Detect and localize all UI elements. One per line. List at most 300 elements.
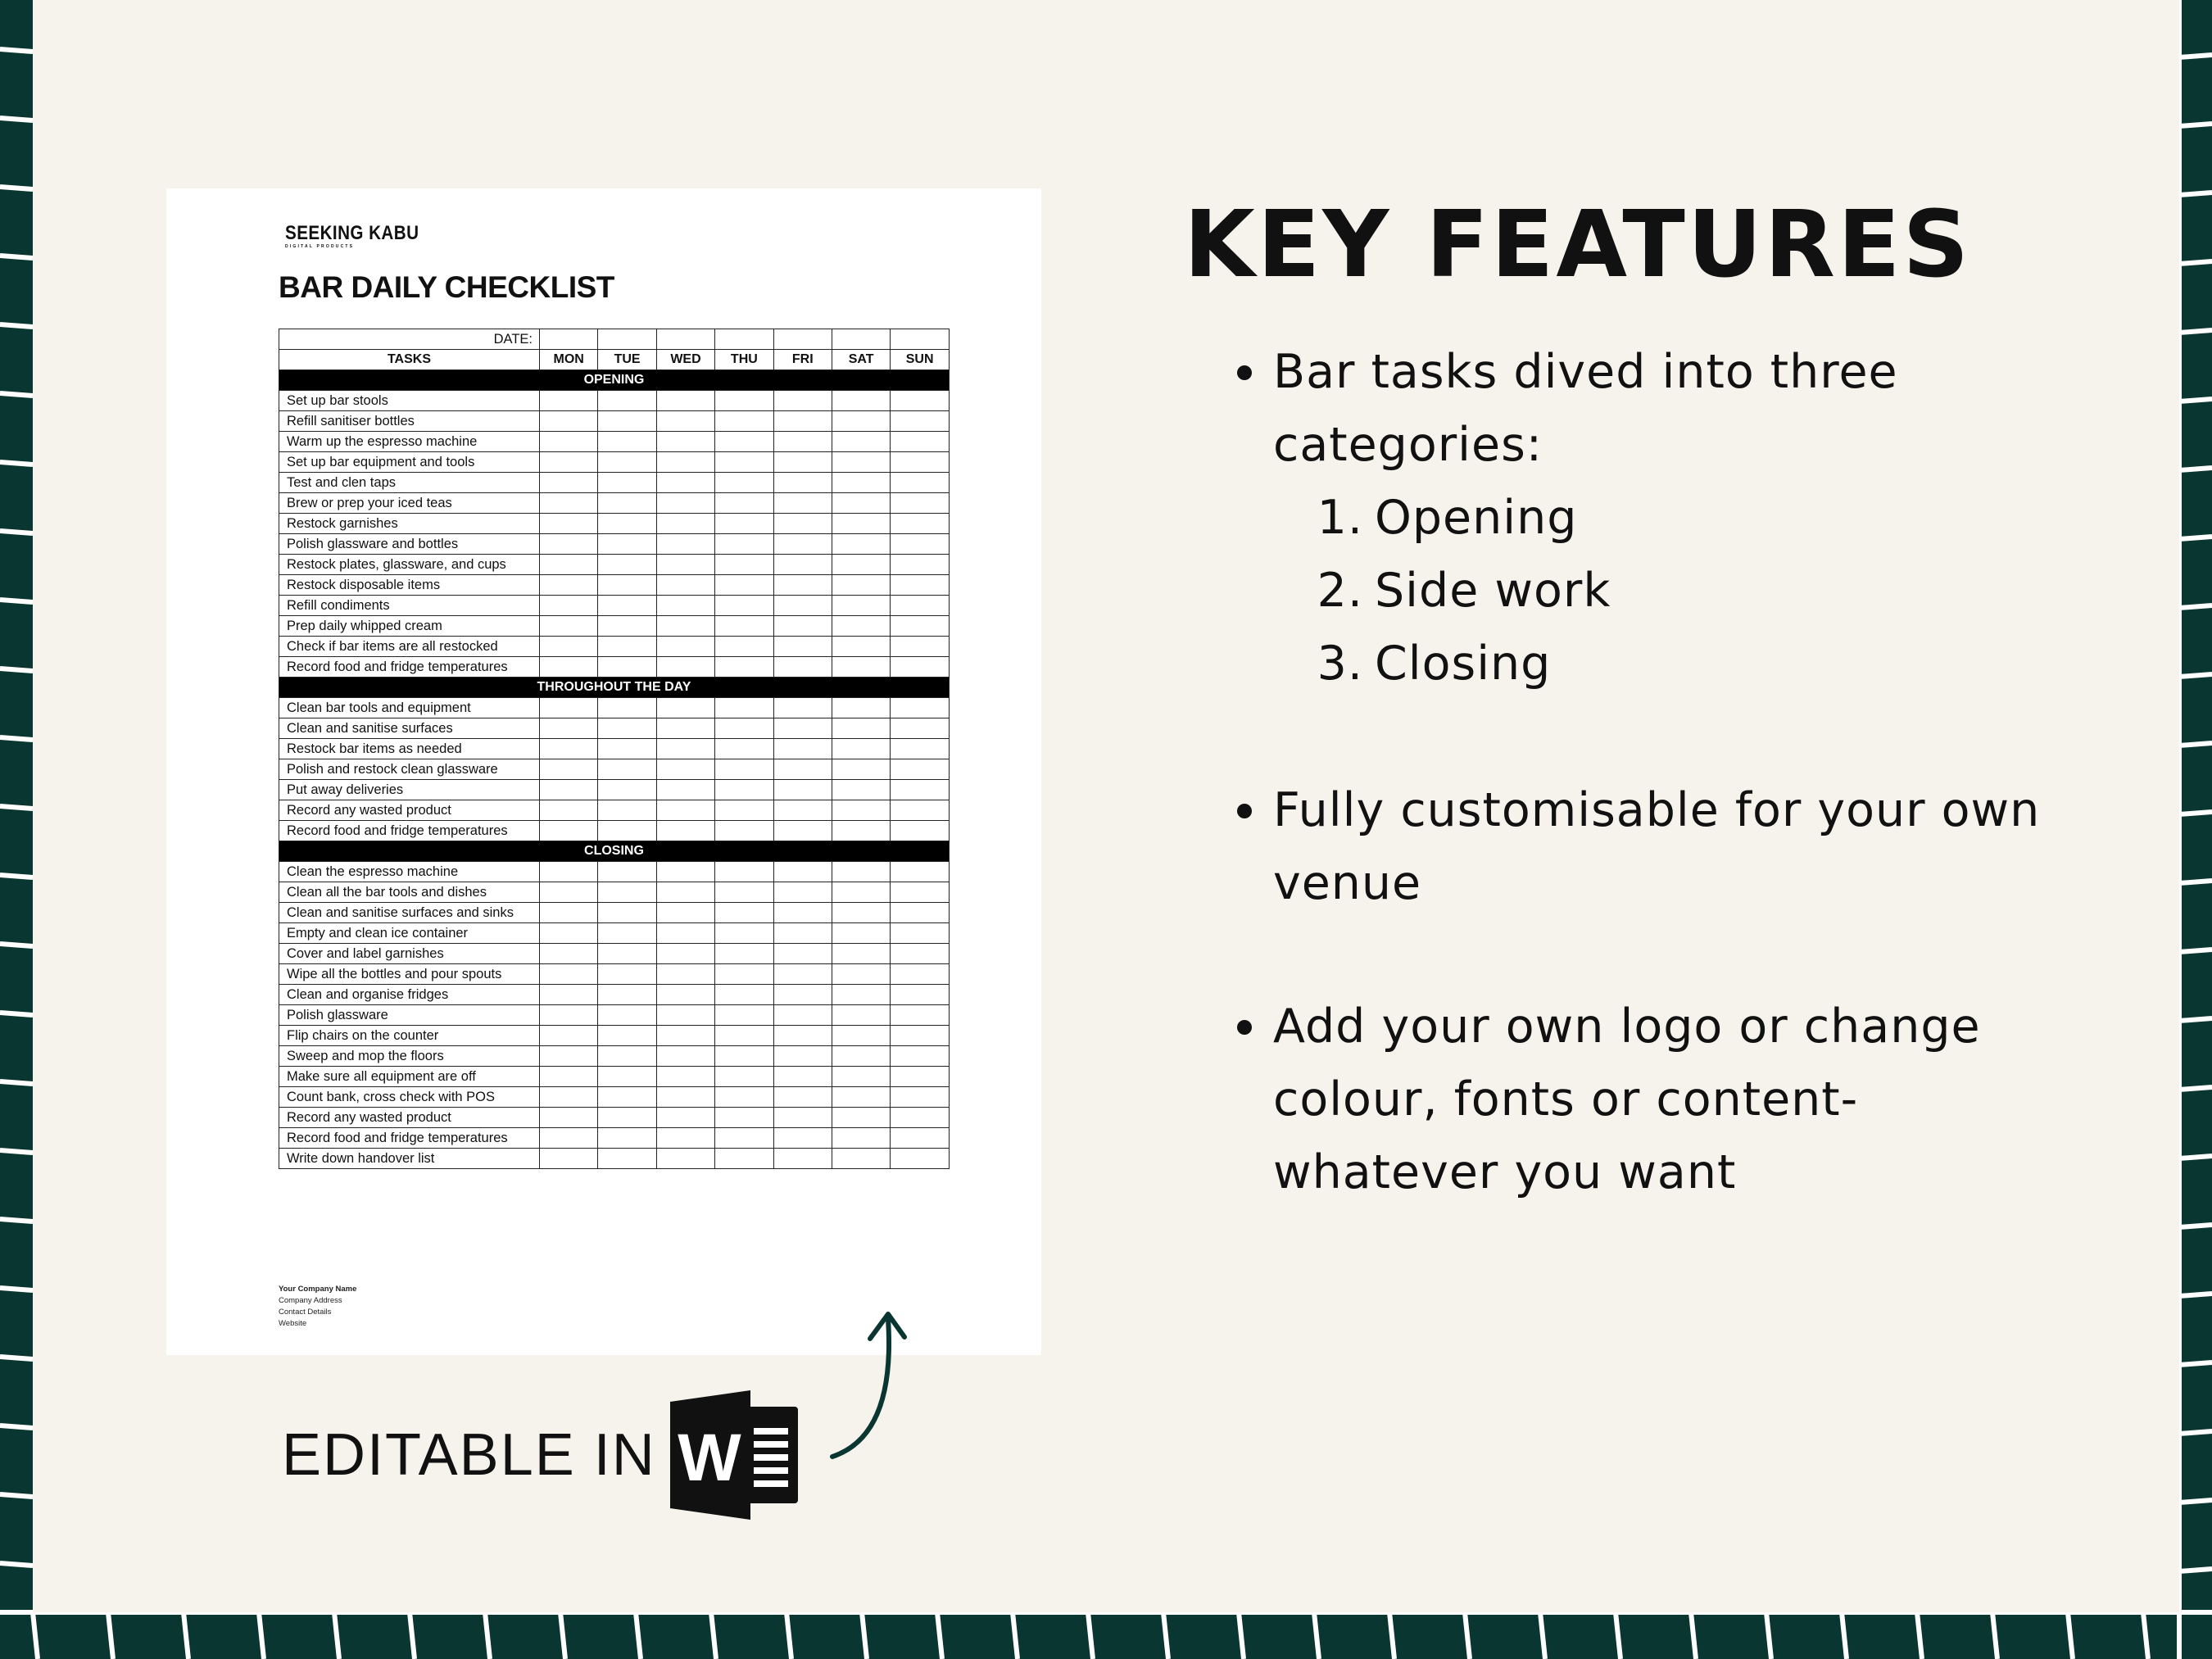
check-cell[interactable] [656, 759, 714, 780]
check-cell[interactable] [891, 1128, 950, 1149]
check-cell[interactable] [598, 596, 656, 616]
check-cell[interactable] [715, 821, 773, 841]
check-cell[interactable] [598, 800, 656, 821]
check-cell[interactable] [891, 432, 950, 452]
check-cell[interactable] [832, 657, 890, 678]
check-cell[interactable] [832, 1087, 890, 1108]
check-cell[interactable] [773, 1005, 832, 1026]
check-cell[interactable] [832, 616, 890, 637]
check-cell[interactable] [598, 637, 656, 657]
check-cell[interactable] [598, 1087, 656, 1108]
check-cell[interactable] [540, 944, 598, 964]
task-row [279, 800, 950, 821]
check-cell[interactable] [715, 1067, 773, 1087]
check-cell[interactable] [773, 391, 832, 411]
check-cell[interactable] [598, 452, 656, 473]
check-cell[interactable] [540, 821, 598, 841]
check-cell[interactable] [540, 432, 598, 452]
check-cell[interactable] [832, 1046, 890, 1067]
check-cell[interactable] [773, 882, 832, 903]
check-cell[interactable] [656, 493, 714, 514]
check-cell[interactable] [773, 739, 832, 759]
check-cell[interactable] [832, 1005, 890, 1026]
task-row [279, 657, 950, 678]
check-cell[interactable] [891, 821, 950, 841]
check-cell[interactable] [598, 862, 656, 882]
check-cell[interactable] [832, 411, 890, 432]
check-cell[interactable] [540, 616, 598, 637]
check-cell[interactable] [773, 493, 832, 514]
check-cell[interactable] [715, 1046, 773, 1067]
check-cell[interactable] [832, 432, 890, 452]
check-cell[interactable] [656, 800, 714, 821]
task-label: Brew or prep your iced teas [279, 493, 540, 514]
check-cell[interactable] [540, 637, 598, 657]
check-cell[interactable] [773, 759, 832, 780]
check-cell[interactable] [598, 759, 656, 780]
task-row [279, 964, 950, 985]
check-cell[interactable] [598, 718, 656, 739]
check-cell[interactable] [656, 1087, 714, 1108]
task-label: Prep daily whipped cream [279, 616, 540, 637]
check-cell[interactable] [656, 698, 714, 718]
check-cell[interactable] [715, 1087, 773, 1108]
check-cell[interactable] [891, 493, 950, 514]
check-cell[interactable] [656, 391, 714, 411]
date-cell [891, 329, 950, 350]
check-cell[interactable] [715, 493, 773, 514]
check-cell[interactable] [598, 1005, 656, 1026]
check-cell[interactable] [891, 1026, 950, 1046]
check-cell[interactable] [715, 739, 773, 759]
check-cell[interactable] [598, 411, 656, 432]
task-row [279, 616, 950, 637]
check-cell[interactable] [598, 1128, 656, 1149]
check-cell[interactable] [656, 1149, 714, 1169]
check-cell[interactable] [773, 1128, 832, 1149]
task-label: Refill sanitiser bottles [279, 411, 540, 432]
check-cell[interactable] [773, 1149, 832, 1169]
check-cell[interactable] [656, 1046, 714, 1067]
check-cell[interactable] [715, 534, 773, 555]
check-cell[interactable] [598, 739, 656, 759]
task-row [279, 780, 950, 800]
check-cell[interactable] [598, 432, 656, 452]
check-cell[interactable] [715, 944, 773, 964]
check-cell[interactable] [773, 432, 832, 452]
task-row [279, 1149, 950, 1169]
check-cell[interactable] [891, 452, 950, 473]
check-cell[interactable] [715, 964, 773, 985]
task-row [279, 637, 950, 657]
check-cell[interactable] [656, 1005, 714, 1026]
check-cell[interactable] [540, 1005, 598, 1026]
check-cell[interactable] [832, 1026, 890, 1046]
check-cell[interactable] [540, 1067, 598, 1087]
check-cell[interactable] [656, 718, 714, 739]
check-cell[interactable] [598, 1046, 656, 1067]
task-label: Record any wasted product [279, 1108, 540, 1128]
task-label: Count bank, cross check with POS [279, 1087, 540, 1108]
check-cell[interactable] [773, 985, 832, 1005]
check-cell[interactable] [715, 882, 773, 903]
category-number: 1. [1317, 491, 1363, 545]
check-cell[interactable] [540, 534, 598, 555]
check-cell[interactable] [891, 1087, 950, 1108]
day-header: THU [715, 350, 773, 370]
check-cell[interactable] [656, 657, 714, 678]
check-cell[interactable] [891, 637, 950, 657]
check-cell[interactable] [891, 596, 950, 616]
check-cell[interactable] [715, 698, 773, 718]
check-cell[interactable] [773, 698, 832, 718]
check-cell[interactable] [773, 1087, 832, 1108]
check-cell[interactable] [598, 514, 656, 534]
check-cell[interactable] [773, 514, 832, 534]
check-cell[interactable] [540, 759, 598, 780]
check-cell[interactable] [540, 391, 598, 411]
check-cell[interactable] [891, 862, 950, 882]
task-label: Clean and sanitise surfaces and sinks [279, 903, 540, 923]
check-cell[interactable] [715, 1026, 773, 1046]
check-cell[interactable] [773, 1026, 832, 1046]
check-cell[interactable] [773, 903, 832, 923]
check-cell[interactable] [540, 473, 598, 493]
category-item [1273, 482, 2065, 555]
check-cell[interactable] [598, 985, 656, 1005]
check-cell[interactable] [540, 514, 598, 534]
check-cell[interactable] [891, 923, 950, 944]
check-cell[interactable] [715, 780, 773, 800]
check-cell[interactable] [832, 596, 890, 616]
check-cell[interactable] [891, 759, 950, 780]
check-cell[interactable] [598, 473, 656, 493]
check-cell[interactable] [715, 1005, 773, 1026]
check-cell[interactable] [891, 1067, 950, 1087]
check-cell[interactable] [891, 739, 950, 759]
check-cell[interactable] [832, 391, 890, 411]
check-cell[interactable] [540, 1108, 598, 1128]
check-cell[interactable] [832, 985, 890, 1005]
check-cell[interactable] [656, 780, 714, 800]
check-cell[interactable] [891, 985, 950, 1005]
task-row [279, 923, 950, 944]
check-cell[interactable] [832, 903, 890, 923]
check-cell[interactable] [832, 555, 890, 575]
check-cell[interactable] [540, 1046, 598, 1067]
check-cell[interactable] [540, 698, 598, 718]
date-cell [715, 329, 773, 350]
check-cell[interactable] [540, 739, 598, 759]
check-cell[interactable] [656, 432, 714, 452]
check-cell[interactable] [891, 473, 950, 493]
task-row [279, 882, 950, 903]
task-row [279, 759, 950, 780]
task-label: Polish glassware [279, 1005, 540, 1026]
check-cell[interactable] [540, 452, 598, 473]
check-cell[interactable] [540, 1026, 598, 1046]
check-cell[interactable] [540, 1087, 598, 1108]
section-title: CLOSING [279, 841, 950, 862]
task-label: Make sure all equipment are off [279, 1067, 540, 1087]
check-cell[interactable] [832, 493, 890, 514]
check-cell[interactable] [540, 923, 598, 944]
check-cell[interactable] [540, 493, 598, 514]
task-label: Set up bar stools [279, 391, 540, 411]
check-cell[interactable] [832, 964, 890, 985]
check-cell[interactable] [598, 698, 656, 718]
check-cell[interactable] [773, 800, 832, 821]
check-cell[interactable] [598, 534, 656, 555]
task-label: Restock garnishes [279, 514, 540, 534]
check-cell[interactable] [656, 821, 714, 841]
check-cell[interactable] [540, 1149, 598, 1169]
task-row [279, 862, 950, 882]
task-row [279, 391, 950, 411]
check-cell[interactable] [656, 514, 714, 534]
check-cell[interactable] [891, 657, 950, 678]
check-cell[interactable] [773, 1046, 832, 1067]
check-cell[interactable] [656, 1026, 714, 1046]
check-cell[interactable] [832, 923, 890, 944]
check-cell[interactable] [540, 985, 598, 1005]
task-row [279, 1108, 950, 1128]
check-cell[interactable] [715, 514, 773, 534]
check-cell[interactable] [832, 759, 890, 780]
check-cell[interactable] [773, 473, 832, 493]
check-cell[interactable] [656, 452, 714, 473]
brand-logo [285, 222, 419, 250]
check-cell[interactable] [656, 575, 714, 596]
check-cell[interactable] [715, 1108, 773, 1128]
check-cell[interactable] [832, 452, 890, 473]
check-cell[interactable] [773, 596, 832, 616]
check-cell[interactable] [715, 432, 773, 452]
check-cell[interactable] [773, 964, 832, 985]
check-cell[interactable] [656, 985, 714, 1005]
check-cell[interactable] [540, 718, 598, 739]
check-cell[interactable] [715, 391, 773, 411]
check-cell[interactable] [773, 452, 832, 473]
check-cell[interactable] [598, 1149, 656, 1169]
check-cell[interactable] [832, 882, 890, 903]
check-cell[interactable] [832, 514, 890, 534]
check-cell[interactable] [773, 555, 832, 575]
check-cell[interactable] [540, 964, 598, 985]
check-cell[interactable] [715, 657, 773, 678]
check-cell[interactable] [832, 473, 890, 493]
check-cell[interactable] [715, 575, 773, 596]
task-row [279, 534, 950, 555]
check-cell[interactable] [715, 923, 773, 944]
check-cell[interactable] [891, 1108, 950, 1128]
check-cell[interactable] [715, 452, 773, 473]
check-cell[interactable] [773, 944, 832, 964]
check-cell[interactable] [891, 718, 950, 739]
check-cell[interactable] [656, 596, 714, 616]
check-cell[interactable] [656, 534, 714, 555]
check-cell[interactable] [891, 903, 950, 923]
check-cell[interactable] [773, 1067, 832, 1087]
check-cell[interactable] [891, 964, 950, 985]
check-cell[interactable] [832, 739, 890, 759]
check-cell[interactable] [540, 882, 598, 903]
check-cell[interactable] [773, 862, 832, 882]
check-cell[interactable] [656, 555, 714, 575]
check-cell[interactable] [598, 882, 656, 903]
task-label: Put away deliveries [279, 780, 540, 800]
check-cell[interactable] [656, 923, 714, 944]
task-label: Write down handover list [279, 1149, 540, 1169]
check-cell[interactable] [773, 718, 832, 739]
check-cell[interactable] [656, 739, 714, 759]
check-cell[interactable] [891, 534, 950, 555]
check-cell[interactable] [891, 800, 950, 821]
check-cell[interactable] [540, 411, 598, 432]
check-cell[interactable] [891, 882, 950, 903]
check-cell[interactable] [773, 923, 832, 944]
check-cell[interactable] [598, 555, 656, 575]
check-cell[interactable] [656, 473, 714, 493]
check-cell[interactable] [891, 780, 950, 800]
check-cell[interactable] [891, 514, 950, 534]
check-cell[interactable] [832, 1128, 890, 1149]
check-cell[interactable] [598, 923, 656, 944]
check-cell[interactable] [715, 616, 773, 637]
check-cell[interactable] [540, 1128, 598, 1149]
section-row [279, 370, 950, 391]
check-cell[interactable] [715, 555, 773, 575]
check-cell[interactable] [832, 534, 890, 555]
check-cell[interactable] [891, 698, 950, 718]
task-label: Test and clen taps [279, 473, 540, 493]
check-cell[interactable] [891, 944, 950, 964]
check-cell[interactable] [540, 903, 598, 923]
check-cell[interactable] [715, 637, 773, 657]
check-cell[interactable] [598, 575, 656, 596]
check-cell[interactable] [773, 575, 832, 596]
check-cell[interactable] [832, 800, 890, 821]
check-cell[interactable] [598, 1026, 656, 1046]
check-cell[interactable] [773, 1108, 832, 1128]
check-cell[interactable] [891, 555, 950, 575]
check-cell[interactable] [715, 862, 773, 882]
curved-arrow-icon [819, 1303, 926, 1466]
check-cell[interactable] [832, 780, 890, 800]
task-label: Restock disposable items [279, 575, 540, 596]
check-cell[interactable] [656, 1128, 714, 1149]
check-cell[interactable] [598, 493, 656, 514]
check-cell[interactable] [715, 800, 773, 821]
check-cell[interactable] [598, 821, 656, 841]
check-cell[interactable] [656, 637, 714, 657]
check-cell[interactable] [715, 1149, 773, 1169]
check-cell[interactable] [715, 985, 773, 1005]
check-cell[interactable] [598, 657, 656, 678]
check-cell[interactable] [540, 862, 598, 882]
check-cell[interactable] [656, 964, 714, 985]
check-cell[interactable] [715, 903, 773, 923]
check-cell[interactable] [715, 473, 773, 493]
check-cell[interactable] [832, 862, 890, 882]
company-address: Company Address [279, 1296, 342, 1305]
check-cell[interactable] [540, 596, 598, 616]
check-cell[interactable] [540, 800, 598, 821]
check-cell[interactable] [715, 411, 773, 432]
check-cell[interactable] [832, 1149, 890, 1169]
check-cell[interactable] [832, 575, 890, 596]
check-cell[interactable] [598, 964, 656, 985]
check-cell[interactable] [773, 411, 832, 432]
check-cell[interactable] [832, 1108, 890, 1128]
check-cell[interactable] [891, 1046, 950, 1067]
task-row [279, 985, 950, 1005]
check-cell[interactable] [773, 616, 832, 637]
check-cell[interactable] [715, 759, 773, 780]
check-cell[interactable] [891, 411, 950, 432]
check-cell[interactable] [540, 657, 598, 678]
check-cell[interactable] [598, 1108, 656, 1128]
task-row [279, 698, 950, 718]
check-cell[interactable] [832, 1067, 890, 1087]
check-cell[interactable] [832, 821, 890, 841]
check-cell[interactable] [656, 1108, 714, 1128]
check-cell[interactable] [656, 616, 714, 637]
check-cell[interactable] [891, 1149, 950, 1169]
check-cell[interactable] [832, 718, 890, 739]
checklist-document-preview [166, 188, 1041, 1355]
task-row [279, 473, 950, 493]
check-cell[interactable] [656, 411, 714, 432]
task-label: Polish glassware and bottles [279, 534, 540, 555]
check-cell[interactable] [656, 903, 714, 923]
check-cell[interactable] [715, 1128, 773, 1149]
check-cell[interactable] [773, 534, 832, 555]
check-cell[interactable] [715, 718, 773, 739]
check-cell[interactable] [598, 903, 656, 923]
check-cell[interactable] [773, 637, 832, 657]
check-cell[interactable] [832, 698, 890, 718]
check-cell[interactable] [891, 1005, 950, 1026]
check-cell[interactable] [773, 821, 832, 841]
check-cell[interactable] [598, 1067, 656, 1087]
check-cell[interactable] [656, 862, 714, 882]
check-cell[interactable] [656, 1067, 714, 1087]
check-cell[interactable] [832, 637, 890, 657]
check-cell[interactable] [598, 944, 656, 964]
check-cell[interactable] [891, 575, 950, 596]
date-cell [773, 329, 832, 350]
check-cell[interactable] [656, 882, 714, 903]
check-cell[interactable] [715, 596, 773, 616]
check-cell[interactable] [598, 780, 656, 800]
feature-text-customisable: Fully customisable for your own venue [1273, 783, 2041, 910]
task-row [279, 903, 950, 923]
check-cell[interactable] [773, 657, 832, 678]
check-cell[interactable] [598, 616, 656, 637]
check-cell[interactable] [656, 944, 714, 964]
document-title: BAR DAILY CHECKLIST [279, 270, 614, 304]
check-cell[interactable] [540, 780, 598, 800]
check-cell[interactable] [891, 616, 950, 637]
day-header: SAT [832, 350, 890, 370]
check-cell[interactable] [773, 780, 832, 800]
check-cell[interactable] [540, 555, 598, 575]
check-cell[interactable] [832, 944, 890, 964]
check-cell[interactable] [540, 575, 598, 596]
check-cell[interactable] [891, 391, 950, 411]
check-cell[interactable] [598, 391, 656, 411]
